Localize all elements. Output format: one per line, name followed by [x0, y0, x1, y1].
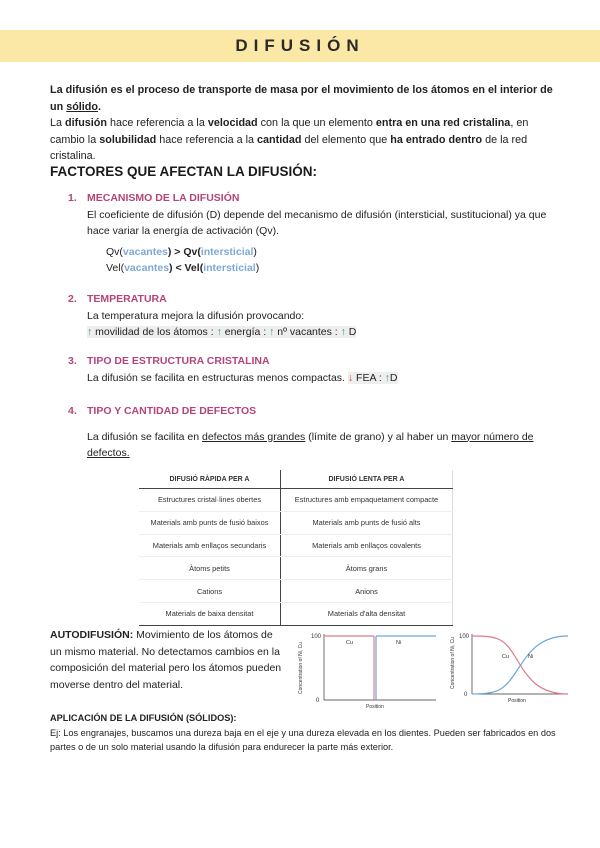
section-defects: [68, 403, 568, 462]
down-arrow-icon: ↓: [347, 371, 354, 384]
graph-ytick-0: 0: [316, 698, 320, 704]
section-temperature: [68, 291, 568, 341]
section-heading: 2. TEMPERATURA: [68, 293, 167, 305]
table-row: Materials amb enllaços secundaris Materials amb enllaços covalents: [139, 534, 453, 557]
autodifusion-text: AUTODIFUSIÓN: Movimiento de los átomos de un mismo material. No detectamos cambios en la composición del material pero los átomos pueden moverse dentro del material.: [50, 629, 282, 691]
factors-heading: FACTORES QUE AFECTAN LA DIFUSIÓN:: [50, 164, 318, 179]
ni-curve: [472, 636, 568, 694]
graph-ytick-100: 100: [459, 634, 470, 640]
graph-ytick-0: 0: [464, 692, 468, 698]
application-heading: APLICACIÓN DE LA DIFUSIÓN (SÓLIDOS):: [50, 713, 237, 723]
interdiffusion-graph: [448, 628, 570, 700]
ni-label: Ni: [528, 654, 534, 660]
qv-comparison: Qv(vacantes) > Qv(intersticial): [106, 245, 257, 258]
section-text: La temperatura mejora la difusión provocando:: [87, 309, 305, 322]
section-heading: 4. TIPO Y CANTIDAD DE DEFECTOS: [68, 405, 257, 417]
intro-definition-underline: sólido: [66, 100, 98, 113]
cu-label: Cu: [502, 654, 510, 660]
up-arrow-icon: ↑: [216, 326, 222, 338]
table-row: Cations Anions: [139, 580, 453, 603]
section-mechanism: [68, 190, 568, 277]
page-title: DIFUSIÓN: [235, 36, 365, 55]
table-header-row: [139, 470, 453, 489]
section-crystal-structure: [68, 353, 568, 386]
intro: [50, 82, 566, 165]
section-heading: 1. MECANISMO DE LA DIFUSIÓN: [68, 192, 240, 204]
graph-xlabel: Position: [508, 698, 526, 704]
intro-definition-text: La difusión es el proceso de transporte de masa por el movimiento de los átomos en el interior de un: [50, 84, 553, 113]
table-header: DIFUSIÓ LENTA PER A: [280, 470, 452, 489]
section-text: El coeficiente de difusión (D) depende del mecanismo de difusión (intersticial, sustitucional) ya que hace variar la energía de activación (Qv).: [87, 208, 547, 237]
application-text: Ej: Los engranajes, buscamos una dureza baja en el eje y una dureza elevada en los dientes. Pueden ser fabricados en dos partes o de un solo material usando la difusión para endurecer la parte más exterior.: [50, 727, 556, 752]
up-arrow-icon: ↑: [340, 326, 346, 338]
section-text: La difusión se facilita en estructuras menos compactas. ↓ FEA : ↑D: [87, 371, 398, 384]
section-heading: 3. TIPO DE ESTRUCTURA CRISTALINA: [68, 355, 270, 367]
diffusion-table: [139, 470, 453, 626]
cu-label: Cu: [346, 640, 354, 646]
up-arrow-icon: ↑: [269, 326, 275, 338]
graph-xlabel: Position: [366, 704, 384, 710]
up-arrow-icon: ↑: [384, 371, 390, 384]
table-header: DIFUSIÓ RÀPIDA PER A: [139, 470, 280, 489]
vel-comparison: Vel(vacantes) < Vel(intersticial): [106, 262, 260, 274]
table-row: Àtoms petits Àtoms grans: [139, 557, 453, 580]
up-arrow-icon: ↑: [87, 326, 93, 338]
table-row: Materials de baixa densitat Materials d'alta densitat: [139, 602, 453, 625]
intro-paragraph: La difusión hace referencia a la velocidad con la que un elemento entra en una red cristalina, en cambio la solubilidad hace referencia a la cantidad del elemento que ha entrado dentro de la red cristalina.: [50, 117, 529, 162]
application-section: [50, 711, 570, 755]
temperature-effects: ↑ movilidad de los átomos : ↑ energía : ↑ nº vacantes : ↑ D: [87, 326, 357, 338]
self-diffusion-graph: [296, 628, 440, 710]
graph-ytick-100: 100: [311, 634, 322, 640]
ni-label: Ni: [396, 640, 402, 646]
intro-definition: La difusión es el proceso de transporte de masa por el movimiento de los átomos en el interior de un sólido.: [50, 84, 553, 113]
table-row: Materials amb punts de fusió baixos Materials amb punts de fusió alts: [139, 511, 453, 534]
graph-ylabel: Concentration of Ni, Cu: [298, 642, 304, 694]
graph-ylabel: Concentration of Ni, Cu: [450, 637, 456, 689]
section-text: La difusión se facilita en defectos más grandes (límite de grano) y al haber un mayor número de defectos.: [87, 430, 534, 459]
table-row: Estructures cristal·lines obertes Estructures amb empaquetament compacte: [139, 489, 453, 512]
